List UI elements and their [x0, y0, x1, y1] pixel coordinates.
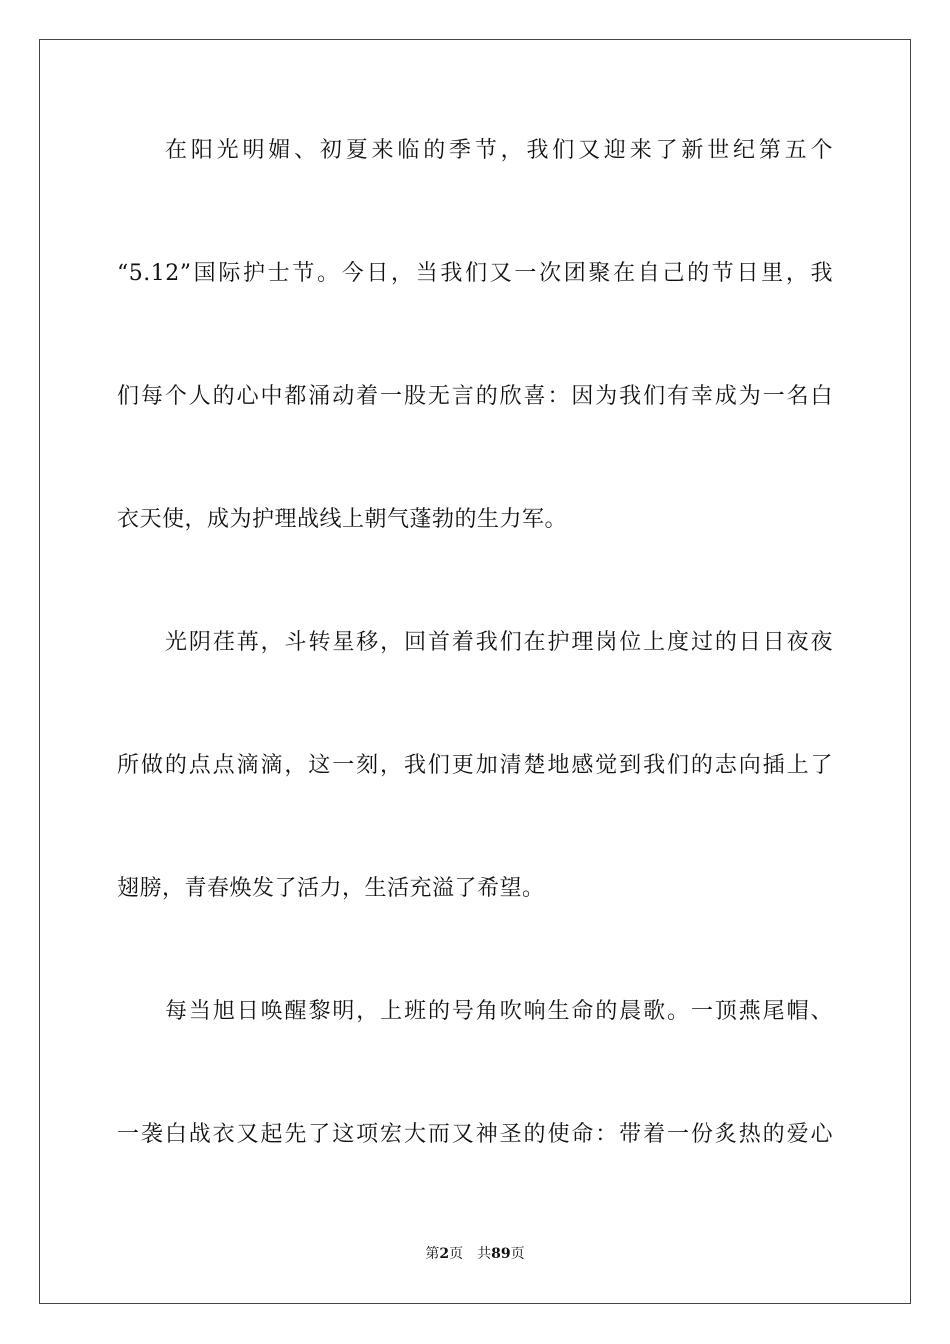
paragraph-3-line-2: 一袭白战衣又起先了这项宏大而又神圣的使命：带着一份炙热的爱心 [117, 1122, 833, 1147]
footer-total-pages: 89 [491, 1246, 511, 1262]
page-footer [0, 1245, 950, 1263]
paragraph-1-line-3: 们每个人的心中都涌动着一股无言的欣喜：因为我们有幸成为一名白 [117, 384, 833, 409]
footer-page-number: 2 [439, 1246, 450, 1262]
paragraph-2-line-1: 光阴荏苒，斗转星移，回首着我们在护理岗位上度过的日日夜夜 [165, 630, 833, 655]
paragraph-1-line-2: “5.12”国际护士节。今日，当我们又一次团聚在自己的节日里，我 [117, 261, 833, 286]
footer-total-suffix: 页 [510, 1246, 525, 1262]
page-frame [39, 39, 911, 1304]
paragraph-2-line-2: 所做的点点滴滴，这一刻，我们更加清楚地感觉到我们的志向插上了 [117, 753, 833, 778]
footer-total-prefix: 共 [477, 1246, 492, 1262]
paragraph-3-line-1: 每当旭日唤醒黎明，上班的号角吹响生命的晨歌。一顶燕尾帽、 [165, 999, 833, 1024]
footer-page-prefix: 第 [425, 1246, 440, 1262]
paragraph-1-line-1: 在阳光明媚、初夏来临的季节，我们又迎来了新世纪第五个 [165, 138, 833, 163]
paragraph-1-line-4: 衣天使，成为护理战线上朝气蓬勃的生力军。 [117, 507, 568, 532]
paragraph-2-line-3: 翅膀，青春焕发了活力，生活充溢了希望。 [117, 876, 545, 901]
footer-page-suffix: 页 [449, 1246, 464, 1262]
